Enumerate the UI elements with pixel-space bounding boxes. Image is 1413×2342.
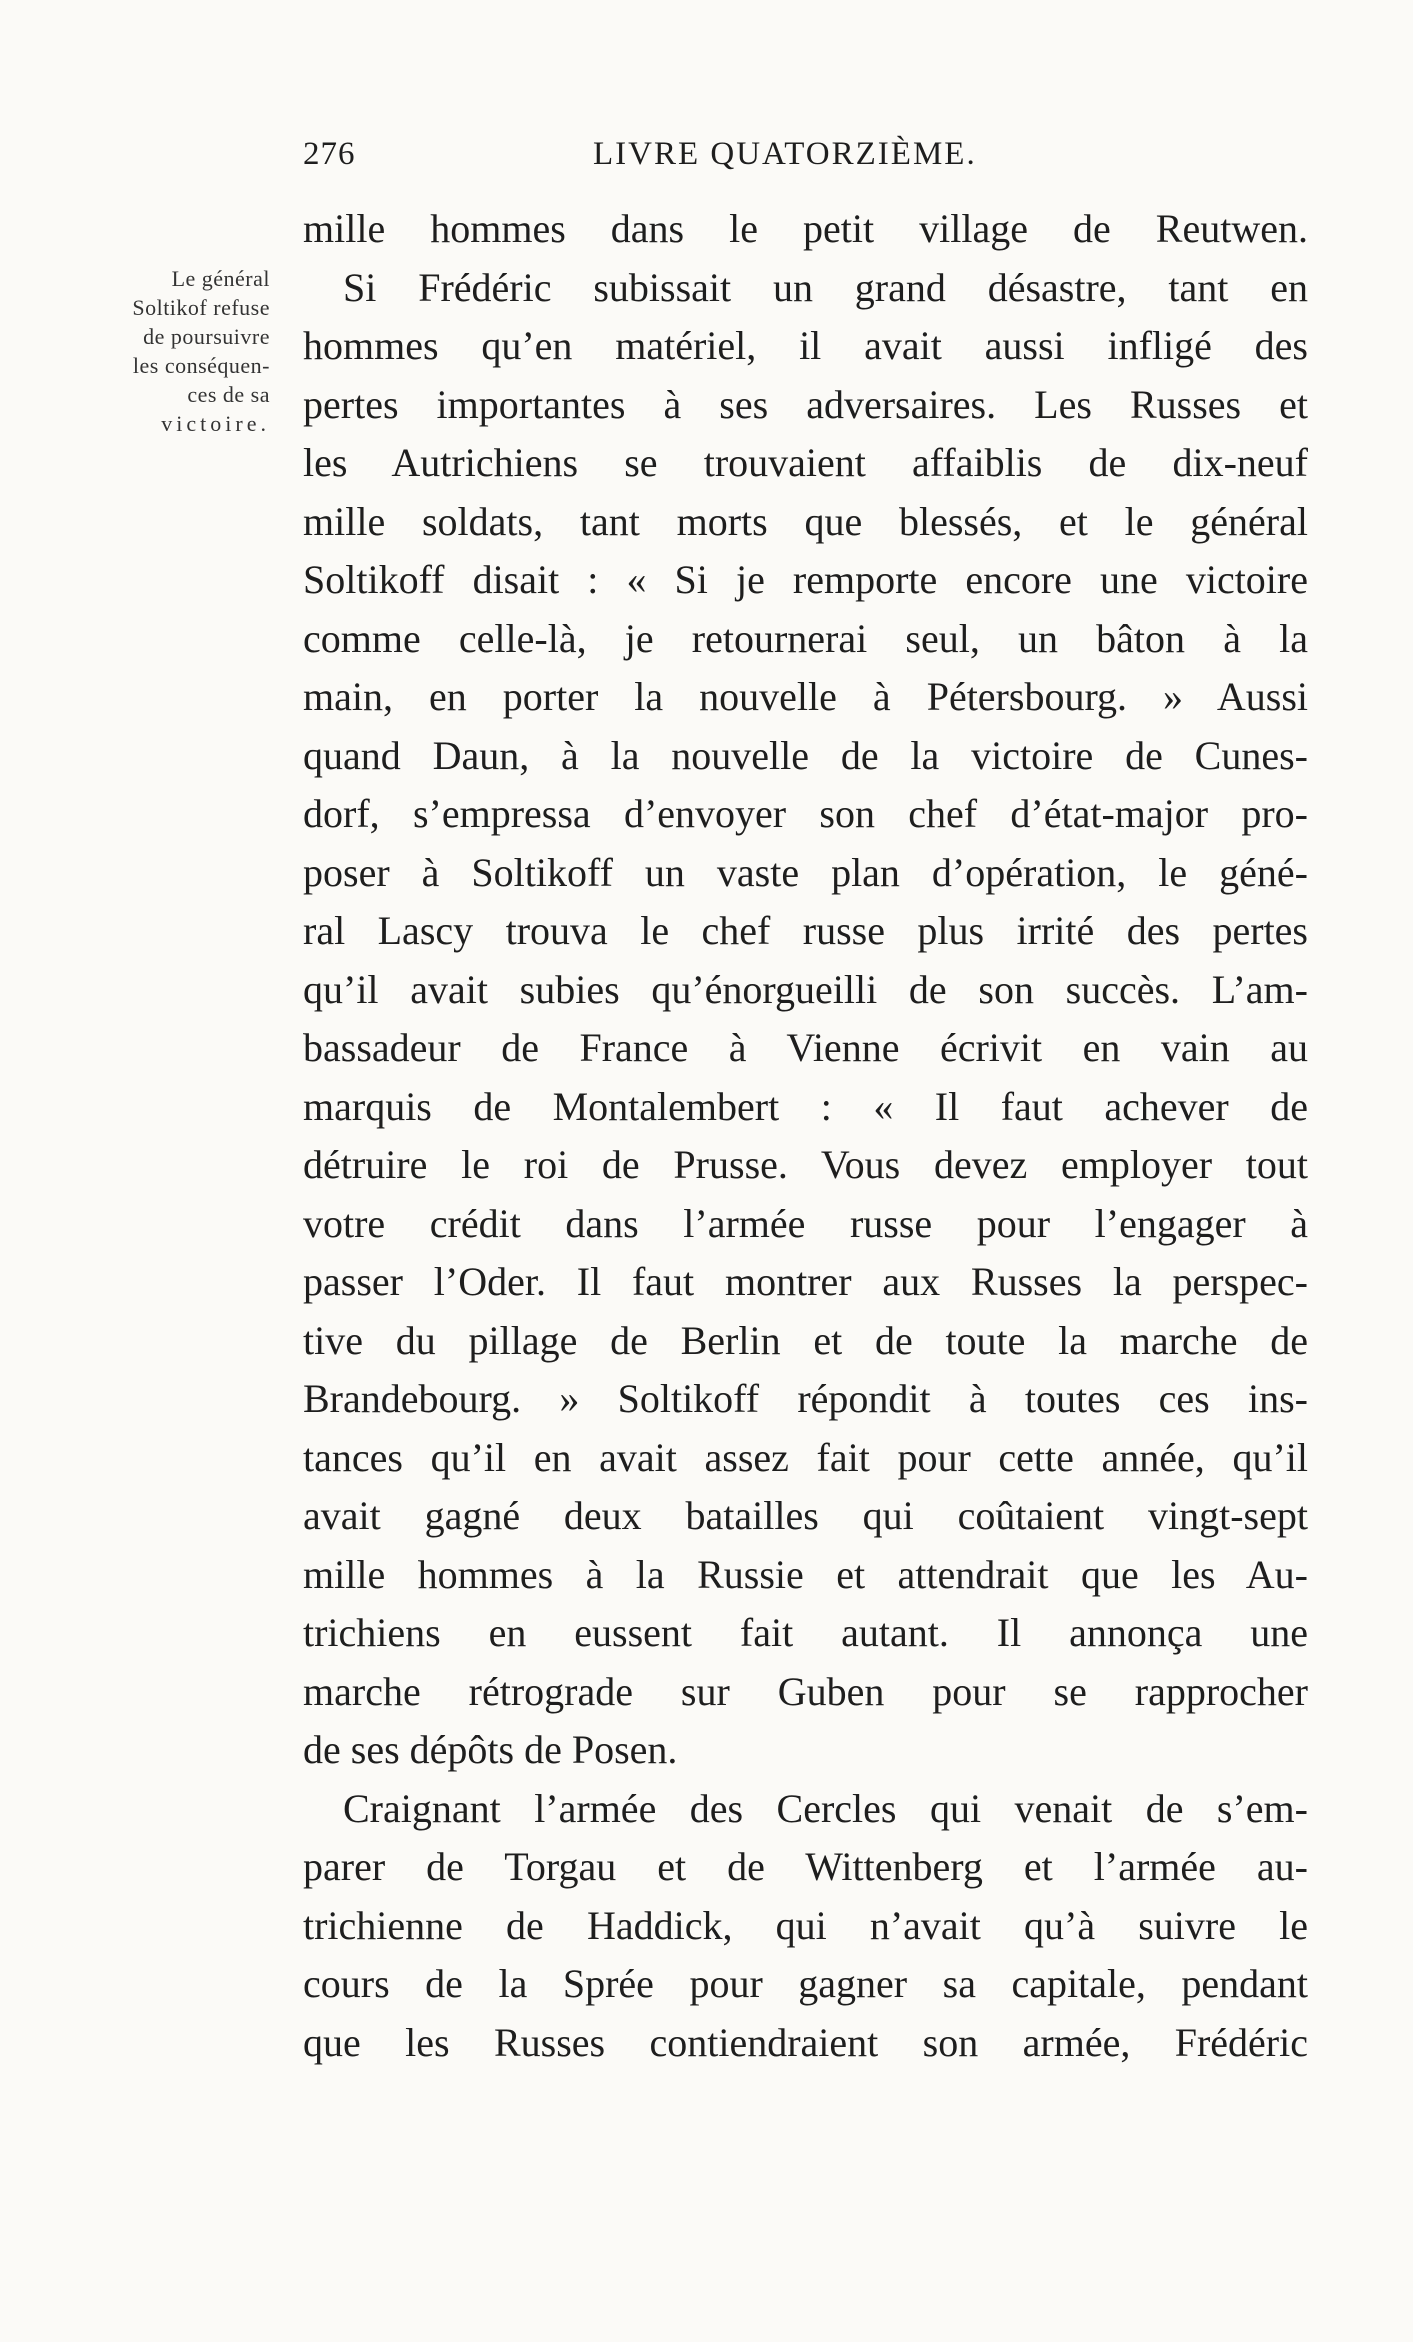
running-title: LIVRE QUATORZIÈME. (593, 136, 977, 172)
text-line: les Autrichiens se trouvaient affaiblis de dix-neuf (303, 440, 1308, 485)
text-line: Brandebourg. » Soltikoff répondit à toutes ces ins- (303, 1376, 1308, 1421)
text-line: qu’il avait subies qu’énorgueilli de son succès. L’am- (303, 966, 1308, 1012)
text-line: quand Daun, à la nouvelle de la victoire de Cunes- (303, 732, 1308, 778)
text-line: dorf, s’empressa d’envoyer son chef d’état-major pro- (303, 791, 1308, 836)
text-line: trichienne de Haddick, qui n’avait qu’à suivre le (303, 1902, 1308, 1948)
margin-note-line: les conséquen- (132, 353, 270, 378)
text-line: tive du pillage de Berlin et de toute la marche de (303, 1317, 1308, 1363)
text-line: mille hommes à la Russie et attendrait que les Au- (303, 1551, 1308, 1597)
margin-note-line: de poursuivre (143, 324, 270, 349)
text-line: cours de la Sprée pour gagner sa capitale, pendant (303, 1961, 1308, 2006)
text-line: comme celle-là, je retournerai seul, un bâton à la (303, 615, 1308, 661)
text-line: tances qu’il en avait assez fait pour cette année, qu’il (303, 1434, 1308, 1480)
text-line: main, en porter la nouvelle à Pétersbourg. » Aussi (303, 674, 1308, 719)
text-line: mille hommes dans le petit village de Reutwen. (303, 206, 1308, 251)
text-line: détruire le roi de Prusse. Vous devez employer tout (303, 1142, 1308, 1187)
text-line: Soltikoff disait : « Si je remporte encore une victoire (303, 557, 1308, 602)
text-line: pertes importantes à ses adversaires. Les Russes et (303, 381, 1308, 427)
margin-note (70, 264, 270, 438)
margin-note-line: Soltikof refuse (132, 295, 270, 320)
text-line: ral Lascy trouva le chef russe plus irrité des pertes (303, 908, 1308, 953)
page-header (303, 136, 1308, 180)
text-line: Si Frédéric subissait un grand désastre, tant en (343, 264, 1308, 310)
text-line: bassadeur de France à Vienne écrivit en vain au (303, 1025, 1308, 1070)
text-line: avait gagné deux batailles qui coûtaient vingt-sept (303, 1493, 1308, 1538)
margin-note-line: victoire. (161, 411, 270, 436)
text-line: marche rétrograde sur Guben pour se rapprocher (303, 1668, 1308, 1714)
text-line: mille soldats, tant morts que blessés, et le général (303, 498, 1308, 544)
margin-note-line: ces de sa (187, 382, 270, 407)
text-line: passer l’Oder. Il faut montrer aux Russes la perspec- (303, 1259, 1308, 1304)
margin-note-line: Le général (171, 266, 270, 291)
text-line: de ses dépôts de Posen. (303, 1727, 678, 1772)
text-line: votre crédit dans l’armée russe pour l’engager à (303, 1200, 1308, 1246)
text-line: trichiens en eussent fait autant. Il annonça une (303, 1610, 1308, 1655)
body-text (303, 200, 1308, 2072)
text-line: poser à Soltikoff un vaste plan d’opération, le géné- (303, 849, 1308, 895)
text-line: hommes qu’en matériel, il avait aussi infligé des (303, 323, 1308, 368)
text-line: marquis de Montalembert : « Il faut achever de (303, 1083, 1308, 1129)
text-line: que les Russes contiendraient son armée, Frédéric (303, 2019, 1308, 2065)
text-line: parer de Torgau et de Wittenberg et l’armée au- (303, 1844, 1308, 1889)
page-number: 276 (303, 136, 356, 172)
text-line: Craignant l’armée des Cercles qui venait de s’em- (343, 1785, 1308, 1831)
